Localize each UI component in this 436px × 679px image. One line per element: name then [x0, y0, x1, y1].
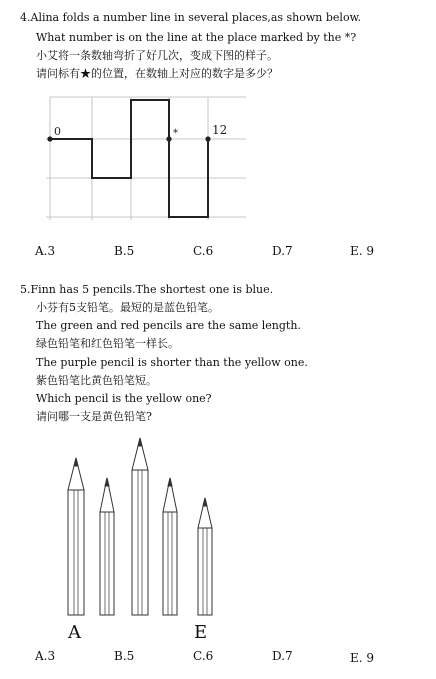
- q5-option-e[interactable]: E. 9: [350, 651, 375, 665]
- q4-option-a[interactable]: A.3: [35, 244, 56, 258]
- label-twelve: 12: [212, 123, 228, 137]
- star-marker: *: [173, 128, 178, 139]
- q4-title: 4.Alina folds a number line in several places,as shown below.: [20, 11, 362, 24]
- q5-option-b[interactable]: B.5: [114, 649, 135, 663]
- q5-line-6: 紫色铅笔比黄色铅笔短。: [36, 374, 157, 387]
- pencil-4: [163, 478, 177, 615]
- q5-line-4: 绿色铅笔和红色铅笔一样长。: [36, 337, 179, 350]
- q5-line-2: 小芬有5支铅笔。最短的是蓝色铅笔。: [36, 301, 219, 314]
- pencil-label-a: A: [68, 622, 81, 643]
- q4-option-b[interactable]: B.5: [114, 244, 135, 258]
- q4-option-d[interactable]: D.7: [272, 244, 293, 258]
- q5-option-c[interactable]: C.6: [193, 649, 214, 663]
- pencil-3: [132, 438, 148, 615]
- q4-option-c[interactable]: C.6: [193, 244, 214, 258]
- q4-question-en: What number is on the line at the place marked by the *?: [36, 31, 357, 44]
- pencil-2: [100, 478, 114, 615]
- q5-line-7: Which pencil is the yellow one?: [36, 392, 212, 405]
- q5-option-d[interactable]: D.7: [272, 649, 293, 663]
- q4-question-zh-1: 小艾将一条数轴弯折了好几次，变成下图的样子。: [36, 49, 278, 62]
- label-zero: 0: [54, 125, 61, 138]
- q5-title: 5.Finn has 5 pencils.The shortest one is blue.: [20, 283, 274, 296]
- q5-line-8: 请问哪一支是黄色铅笔?: [36, 410, 152, 423]
- pencil-1: [68, 458, 84, 615]
- q4-option-e[interactable]: E. 9: [350, 244, 375, 258]
- q5-line-3: The green and red pencils are the same length.: [36, 319, 301, 332]
- q5-option-a[interactable]: A.3: [35, 649, 56, 663]
- pencil-5: [198, 498, 212, 615]
- pencil-label-e: E: [194, 622, 208, 643]
- q4-question-zh-2: 请问标有★的位置，在数轴上对应的数字是多少？: [36, 67, 278, 80]
- q5-line-5: The purple pencil is shorter than the yellow one.: [36, 356, 308, 369]
